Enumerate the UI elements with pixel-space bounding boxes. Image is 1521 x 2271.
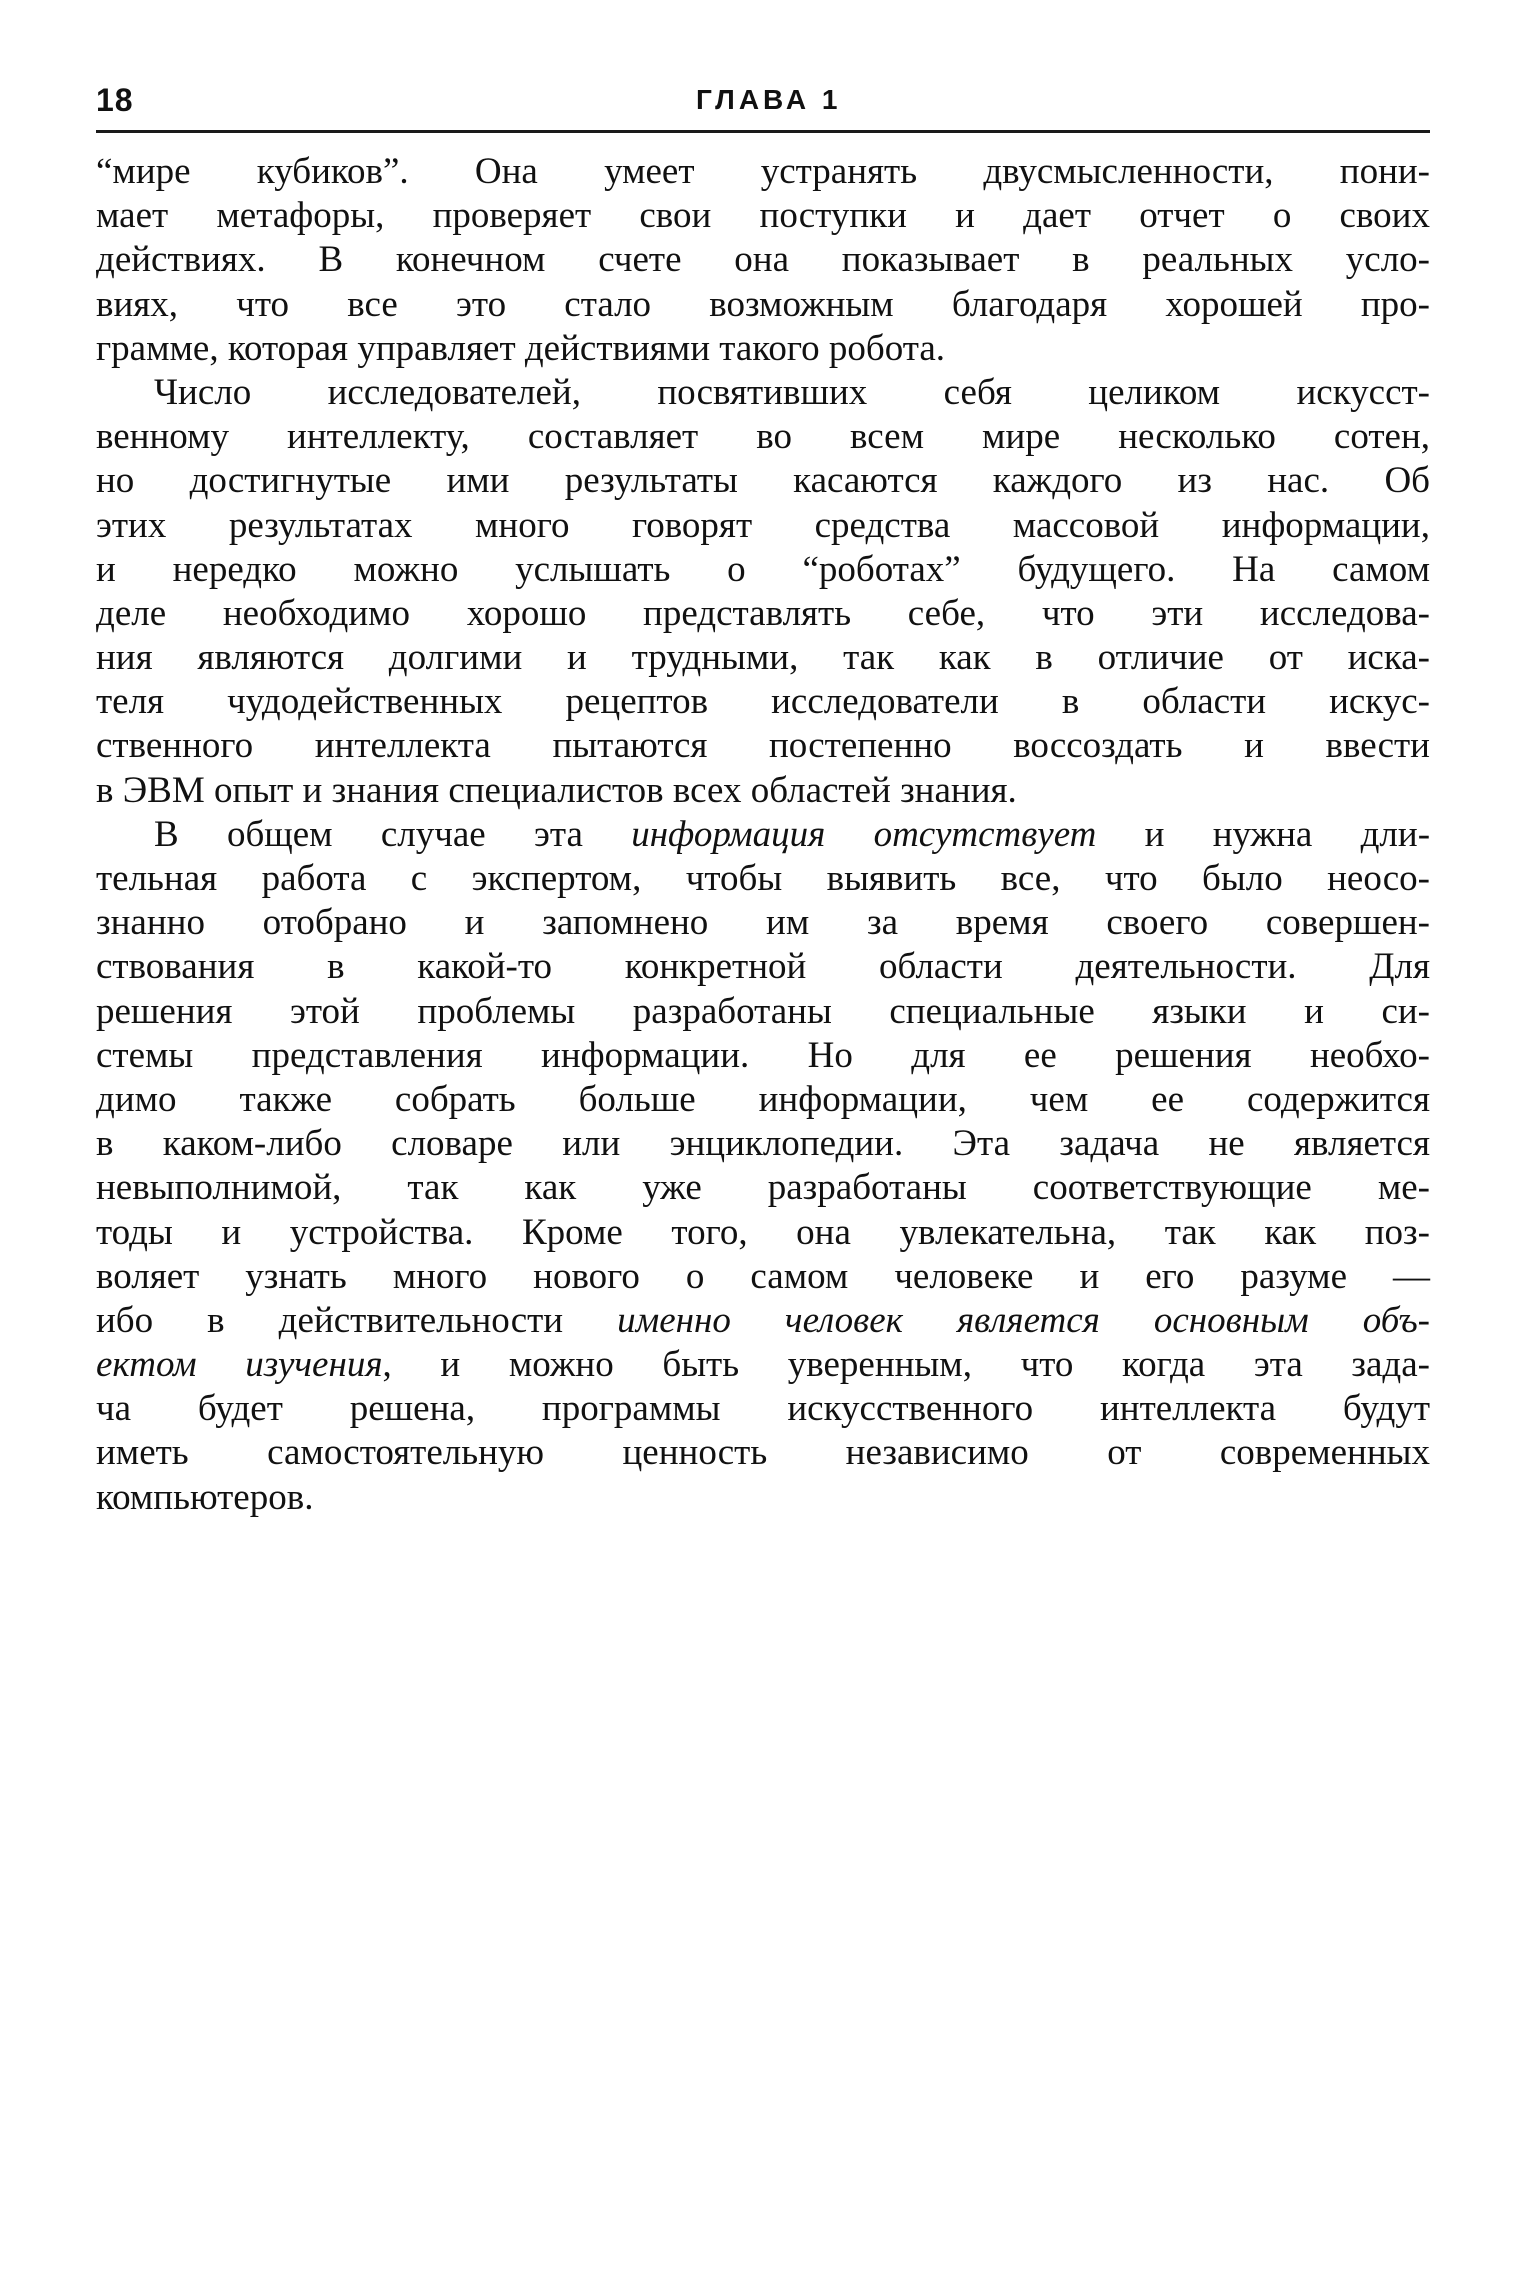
text-segment: , и можно быть уверенным, что когда эта зада- [382, 1344, 1431, 1386]
text-line [96, 636, 1430, 680]
text-line [96, 150, 1430, 194]
paragraph [96, 371, 1430, 813]
emphasis-text: именно человек является основным объ- [617, 1299, 1430, 1341]
text-segment: невыполнимой, так как уже разработаны соответствующие ме- [96, 1167, 1430, 1209]
text-line [96, 1387, 1430, 1431]
header-rule [96, 130, 1430, 133]
text-line [96, 1034, 1430, 1078]
text-line [96, 238, 1430, 282]
text-segment: ствования в какой-то конкретной области деятельности. Для [96, 946, 1430, 988]
text-line [96, 1299, 1430, 1343]
text-segment: компьютеров. [96, 1476, 314, 1518]
text-line [96, 813, 1430, 857]
text-segment: и нужна дли- [1096, 813, 1431, 855]
text-line [96, 1122, 1430, 1166]
text-segment: в каком-либо словаре или энциклопедии. Эта задача не является [96, 1123, 1430, 1165]
text-line [96, 548, 1430, 592]
text-segment: этих результатах много говорят средства массовой информации, [96, 504, 1430, 546]
text-segment: венному интеллекту, составляет во всем мире несколько сотен, [96, 416, 1430, 458]
text-line [96, 1431, 1430, 1475]
text-segment: В общем случае эта [154, 813, 632, 855]
paragraph [96, 150, 1430, 371]
text-line [96, 990, 1430, 1034]
text-line [96, 1211, 1430, 1255]
paragraph [96, 813, 1430, 1520]
text-segment: “мире кубиков”. Она умеет устранять двусмысленности, пони- [96, 151, 1430, 192]
text-line [96, 283, 1430, 327]
text-line [96, 327, 1430, 371]
text-segment: ибо в действительности [96, 1299, 618, 1341]
text-line [96, 1255, 1430, 1299]
text-line [96, 415, 1430, 459]
text-line [96, 371, 1430, 415]
emphasis-text: ектом изучения [96, 1344, 383, 1386]
text-segment: мает метафоры, проверяет свои поступки и дает отчет о своих [96, 195, 1430, 237]
text-segment: Число исследователей, посвятивших себя целиком искусст- [154, 371, 1430, 413]
text-line [96, 194, 1430, 238]
text-segment: деле необходимо хорошо представлять себе, что эти исследова- [96, 592, 1430, 634]
text-segment: ния являются долгими и трудными, так как в отличие от иска- [96, 637, 1430, 679]
text-segment: но достигнутые ими результаты касаются каждого из нас. Об [96, 460, 1430, 502]
text-line [96, 592, 1430, 636]
text-line [96, 1343, 1430, 1387]
text-segment: иметь самостоятельную ценность независимо от современных [96, 1432, 1430, 1474]
text-line [96, 857, 1430, 901]
text-line [96, 459, 1430, 503]
text-line [96, 504, 1430, 548]
text-line [96, 724, 1430, 768]
text-segment: виях, что все это стало возможным благодаря хорошей про- [96, 283, 1430, 325]
text-line [96, 945, 1430, 989]
text-line [96, 680, 1430, 724]
text-segment: в ЭВМ опыт и знания специалистов всех областей знания. [96, 769, 1017, 811]
text-segment: ственного интеллекта пытаются постепенно воссоздать и ввести [96, 725, 1430, 767]
text-segment: грамме, которая управляет действиями такого робота. [96, 327, 946, 369]
text-segment: воляет узнать много нового о самом человеке и его разуме — [96, 1255, 1430, 1297]
text-segment: решения этой проблемы разработаны специальные языки и си- [96, 990, 1430, 1032]
body-text [96, 150, 1430, 1520]
text-segment: теля чудодейственных рецептов исследователи в области искус- [96, 681, 1430, 723]
text-segment: действиях. В конечном счете она показывает в реальных усло- [96, 239, 1430, 281]
text-segment: димо также собрать больше информации, чем ее содержится [96, 1078, 1430, 1120]
text-segment: стемы представления информации. Но для ее решения необхо- [96, 1034, 1430, 1076]
text-line [96, 1078, 1430, 1122]
text-segment: тельная работа с экспертом, чтобы выявить все, что было неосо- [96, 858, 1430, 899]
text-line [96, 901, 1430, 945]
text-segment: и нередко можно услышать о “роботах” будущего. На самом [96, 548, 1430, 590]
text-line [96, 769, 1430, 813]
emphasis-text: информация отсутствует [631, 813, 1097, 855]
page-number: 18 [96, 82, 134, 118]
page-header [96, 82, 1430, 130]
text-segment: ча будет решена, программы искусственного интеллекта будут [96, 1388, 1430, 1430]
text-line [96, 1476, 1430, 1520]
running-head: ГЛАВА 1 [696, 84, 842, 115]
text-line [96, 1166, 1430, 1210]
text-segment: знанно отобрано и запомнено им за время своего совершен- [96, 902, 1430, 944]
text-segment: тоды и устройства. Кроме того, она увлекательна, так как поз- [96, 1211, 1430, 1253]
